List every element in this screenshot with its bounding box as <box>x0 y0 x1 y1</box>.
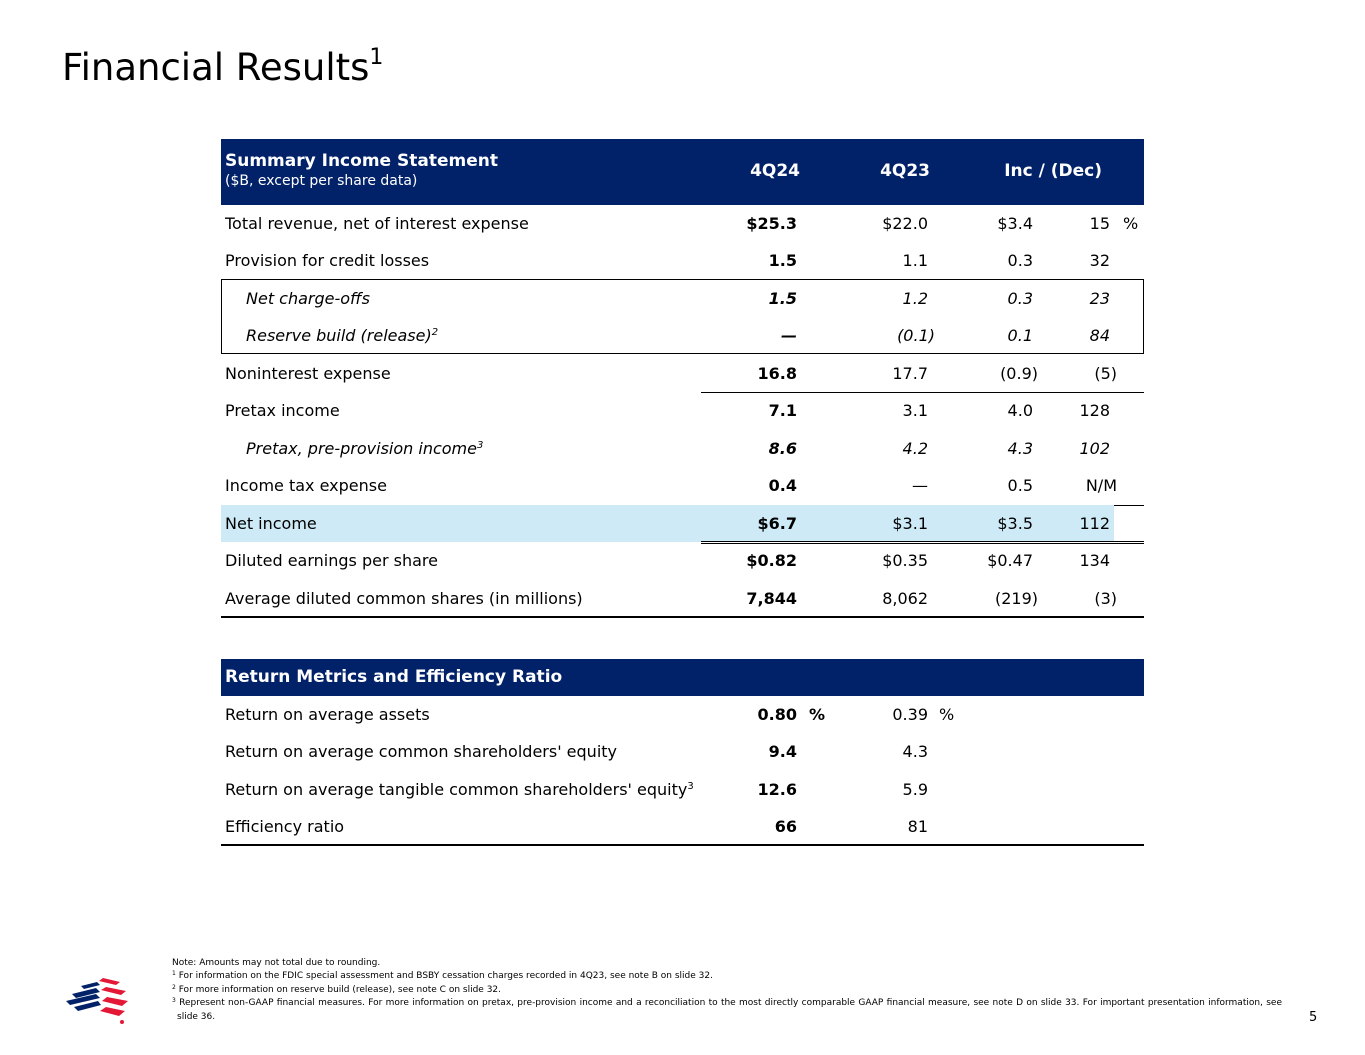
income-table-title: Summary Income Statement <box>225 151 498 171</box>
row-label: Return on average assets <box>225 705 430 724</box>
footnote-ref: 3 <box>476 440 484 451</box>
net-income-row <box>221 505 1114 542</box>
value-inc-dec: (219) <box>994 589 1038 608</box>
table-row <box>221 205 1144 242</box>
value-4q23: 4.2 <box>902 439 928 458</box>
value-4q24: 66 <box>774 817 797 836</box>
value-4q24: 0.4 <box>768 476 797 495</box>
value-4q23: 8,062 <box>882 589 928 608</box>
table-row <box>221 355 1144 392</box>
value-inc-dec: 4.3 <box>1007 439 1033 458</box>
bank-flag-logo <box>62 976 132 1026</box>
value-4q23: 4.3 <box>902 742 928 761</box>
value-inc-dec: 0.1 <box>1007 326 1033 345</box>
table-row <box>221 696 1144 733</box>
pct-symbol: % <box>939 705 955 724</box>
value-4q23: 5.9 <box>902 780 928 799</box>
pct-symbol: % <box>1123 214 1139 233</box>
value-4q23: $22.0 <box>882 214 928 233</box>
value-pct-change: 32 <box>1089 251 1110 270</box>
table-row <box>221 280 1144 317</box>
value-4q24: $25.3 <box>746 214 797 233</box>
return-metrics-table <box>221 659 1144 849</box>
value-pct-change: N/M <box>1085 476 1117 495</box>
table-row <box>221 580 1144 617</box>
return-table-header <box>221 659 1144 696</box>
footnote-ref: 2 <box>431 327 439 338</box>
footnotes <box>172 957 1282 1024</box>
table-row <box>221 242 1144 279</box>
value-4q23: $3.1 <box>892 514 928 533</box>
value-4q24: 9.4 <box>768 742 797 761</box>
footnote-ref: 3 <box>687 781 694 792</box>
row-label: Net charge-offs <box>246 289 370 308</box>
value-4q23: 0.39 <box>892 705 928 724</box>
value-inc-dec: (0.9) <box>1000 364 1038 383</box>
value-pct-change: 84 <box>1089 326 1110 345</box>
row-label: Provision for credit losses <box>225 251 430 270</box>
value-4q24: $0.82 <box>746 551 797 570</box>
value-pct-change: 128 <box>1079 401 1110 420</box>
value-4q23: (0.1) <box>897 326 935 345</box>
row-label: Pretax, pre-provision income$^3$ <box>246 439 484 458</box>
value-inc-dec: $3.4 <box>997 214 1033 233</box>
value-inc-dec: 4.0 <box>1007 401 1033 420</box>
row-label: Net income <box>225 514 317 533</box>
row-label: Pretax income <box>225 401 340 420</box>
flag-red-stripes <box>99 978 128 1016</box>
pct-symbol: % <box>809 705 826 724</box>
title-footnote-ref: 1 <box>369 45 384 70</box>
row-label: Diluted earnings per share <box>225 551 438 570</box>
row-label: Noninterest expense <box>225 364 391 383</box>
table-row <box>221 771 1144 808</box>
value-pct-change: 112 <box>1079 514 1110 533</box>
value-4q23: 1.1 <box>902 251 928 270</box>
value-4q23: 3.1 <box>902 401 928 420</box>
value-inc-dec: 0.3 <box>1007 289 1033 308</box>
footnote-1: $^1$ For information on the FDIC special assessment and BSBY cessation charges recorded in 4Q23, see note B on slide 32. <box>172 970 713 982</box>
value-inc-dec: 0.3 <box>1007 251 1033 270</box>
value-4q24: 12.6 <box>757 780 797 799</box>
value-4q23: — <box>912 476 928 495</box>
table-row <box>221 808 1144 845</box>
value-pct-change: (5) <box>1094 364 1117 383</box>
row-label: Average diluted common shares (in millions) <box>225 589 583 608</box>
flag-blue-stripes <box>66 982 101 1011</box>
table-row <box>221 430 1144 467</box>
return-table-title: Return Metrics and Efficiency Ratio <box>225 667 563 687</box>
table-row <box>221 392 1144 429</box>
value-4q24: — <box>781 326 797 345</box>
row-label: Income tax expense <box>225 476 387 495</box>
income-statement-table <box>221 139 1144 619</box>
table-bottom-rule <box>221 616 1144 618</box>
table-row <box>221 542 1144 579</box>
page-title: Financial Results$^1$ <box>62 45 384 89</box>
value-pct-change: 23 <box>1089 289 1110 308</box>
value-4q24: 16.8 <box>757 364 797 383</box>
value-4q23: 81 <box>907 817 928 836</box>
row-label: Reserve build (release)$^2$ <box>246 326 439 345</box>
value-4q24: 1.5 <box>768 289 797 308</box>
row-label: Total revenue, net of interest expense <box>225 214 529 233</box>
table-row <box>221 733 1144 770</box>
table-bottom-rule <box>221 844 1144 846</box>
value-4q24: 7,844 <box>746 589 797 608</box>
footnote-2: $^2$ For more information on reserve build (release), see note C on slide 32. <box>172 983 502 995</box>
value-4q24: 7.1 <box>768 401 797 420</box>
value-4q23: 17.7 <box>892 364 928 383</box>
value-pct-change: 102 <box>1079 439 1110 458</box>
col-header-4q24: 4Q24 <box>750 161 800 181</box>
page-number: 5 <box>1309 1010 1318 1025</box>
value-inc-dec: $0.47 <box>987 551 1033 570</box>
col-header-4q23: 4Q23 <box>880 161 930 181</box>
row-label: Return on average common shareholders' equity <box>225 742 618 761</box>
value-pct-change: (3) <box>1094 589 1117 608</box>
value-4q23: 1.2 <box>902 289 928 308</box>
value-4q24: 0.80 <box>757 705 797 724</box>
footnote-3: $^3$ Represent non-GAAP financial measures. For more information on pretax, pre-provision income and a reconciliation to the most directly comparable GAAP financial measure, see note D on slide 33. For important presentation information, see slide 36. <box>172 997 1282 1022</box>
value-4q24: 1.5 <box>768 251 797 270</box>
value-4q24: $6.7 <box>757 514 797 533</box>
value-4q23: $0.35 <box>882 551 928 570</box>
income-table-subtitle: ($B, except per share data) <box>225 173 418 189</box>
col-header-inc-dec: Inc / (Dec) <box>1004 161 1102 181</box>
value-pct-change: 15 <box>1089 214 1110 233</box>
registered-mark-icon <box>120 1020 124 1024</box>
table-row <box>221 317 1144 354</box>
value-inc-dec: $3.5 <box>997 514 1033 533</box>
row-label: Return on average tangible common shareholders' equity$^3$ <box>225 780 694 799</box>
table-row <box>221 467 1144 504</box>
value-4q24: 8.6 <box>768 439 797 458</box>
income-table-header <box>221 139 1144 205</box>
value-inc-dec: 0.5 <box>1007 476 1033 495</box>
value-pct-change: 134 <box>1079 551 1110 570</box>
rounding-note: Note: Amounts may not total due to rounding. <box>172 958 381 968</box>
row-label: Efficiency ratio <box>225 817 345 836</box>
